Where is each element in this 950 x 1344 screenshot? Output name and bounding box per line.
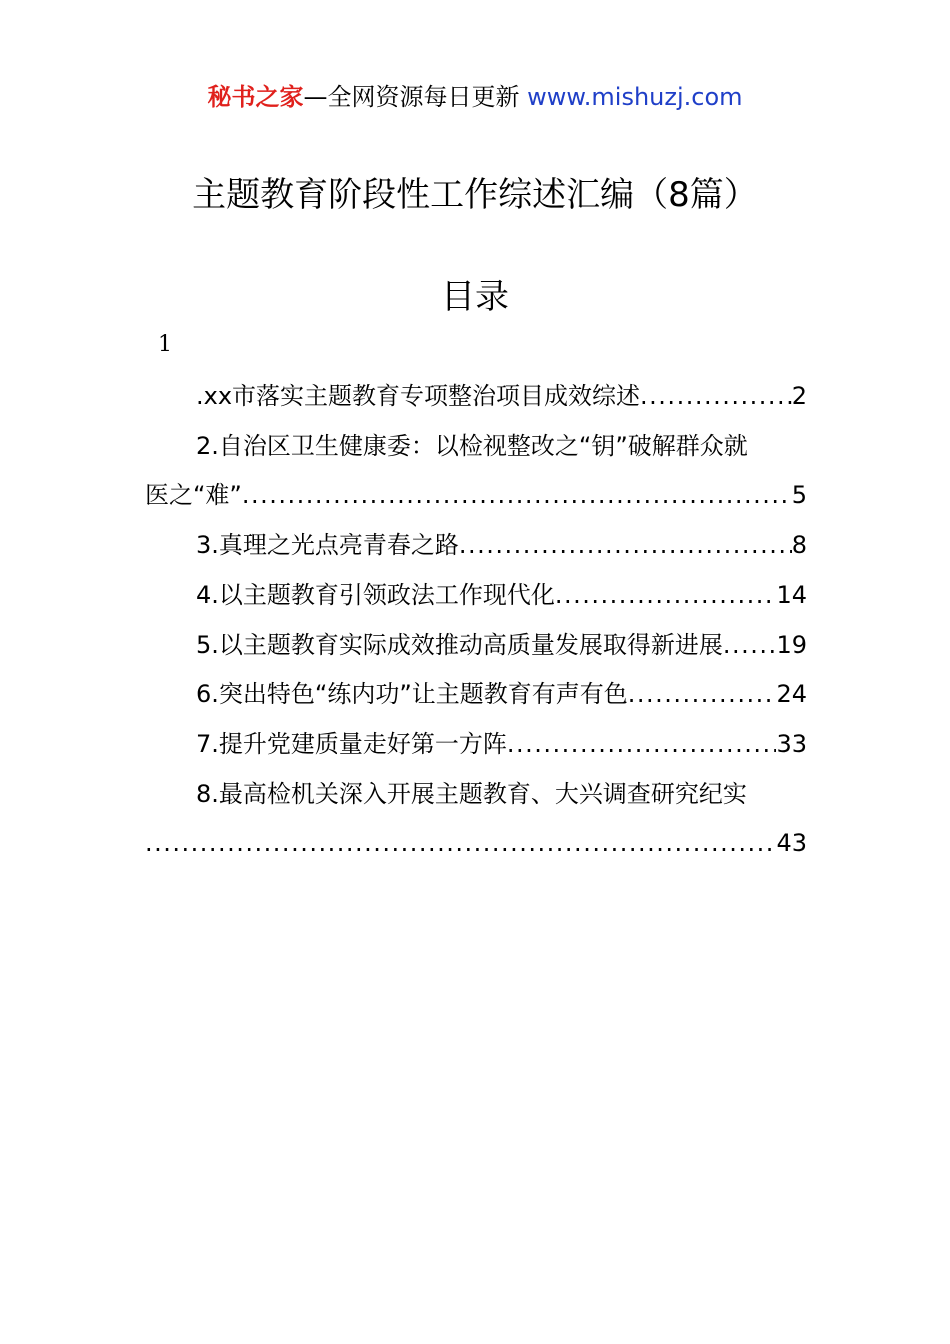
site-banner (0, 80, 950, 114)
toc-entry-2[interactable] (145, 422, 807, 521)
toc-entry-page: 14 (776, 580, 807, 609)
dot-leader (555, 571, 777, 621)
document-title: 主题教育阶段性工作综述汇编（8篇） (192, 175, 758, 215)
toc-entry-page: 33 (776, 729, 807, 758)
dot-leader (145, 819, 776, 869)
dot-leader (640, 372, 792, 422)
toc-heading: 目录 (441, 277, 509, 317)
toc-entry-page: 2 (791, 382, 807, 410)
dot-leader (242, 471, 792, 521)
toc-entry-title: 7.提升党建质量走好第一方阵 (196, 729, 507, 758)
site-url-link[interactable]: www.mishuzj.com (527, 83, 743, 111)
toc-entry-page: 8 (791, 531, 807, 560)
dot-leader (628, 670, 777, 720)
site-tagline: —全网资源每日更新 (303, 83, 528, 111)
dot-leader (723, 621, 777, 671)
toc-entry-title: .xx市落实主题教育专项整治项目成效综述 (196, 382, 641, 410)
toc-entry-title: 8.最高检机关深入开展主题教育、大兴调查研究纪实 (196, 779, 747, 808)
dot-leader (459, 521, 792, 571)
toc-entry-title: 5.以主题教育实际成效推动高质量发展取得新进展 (196, 630, 723, 659)
toc-entry-title: 2.自治区卫生健康委：以检视整改之“钥”破解群众就 (196, 431, 748, 460)
toc-entry-page: 43 (776, 829, 807, 858)
toc-entry-title: 4.以主题教育引领政法工作现代化 (196, 580, 555, 609)
toc-entry-title: 3.真理之光点亮青春之路 (196, 531, 459, 560)
table-of-contents (145, 372, 807, 869)
page-number-marker: 1 (158, 332, 172, 357)
toc-entry-7[interactable] (145, 720, 807, 770)
dot-leader (507, 720, 777, 770)
toc-entry-5[interactable] (145, 621, 807, 671)
toc-entry-title-continued: 医之“难” (145, 481, 242, 510)
toc-entry-page: 5 (791, 481, 807, 510)
toc-entry-title: 6.突出特色“练内功”让主题教育有声有色 (196, 680, 628, 709)
toc-entry-4[interactable] (145, 571, 807, 621)
toc-entry-8[interactable] (145, 770, 807, 869)
toc-entry-page: 24 (776, 680, 807, 709)
toc-entry-6[interactable] (145, 670, 807, 720)
toc-entry-page: 19 (776, 630, 807, 659)
toc-entry-1[interactable] (145, 372, 807, 422)
toc-entry-3[interactable] (145, 521, 807, 571)
site-brand: 秘书之家 (207, 83, 304, 111)
